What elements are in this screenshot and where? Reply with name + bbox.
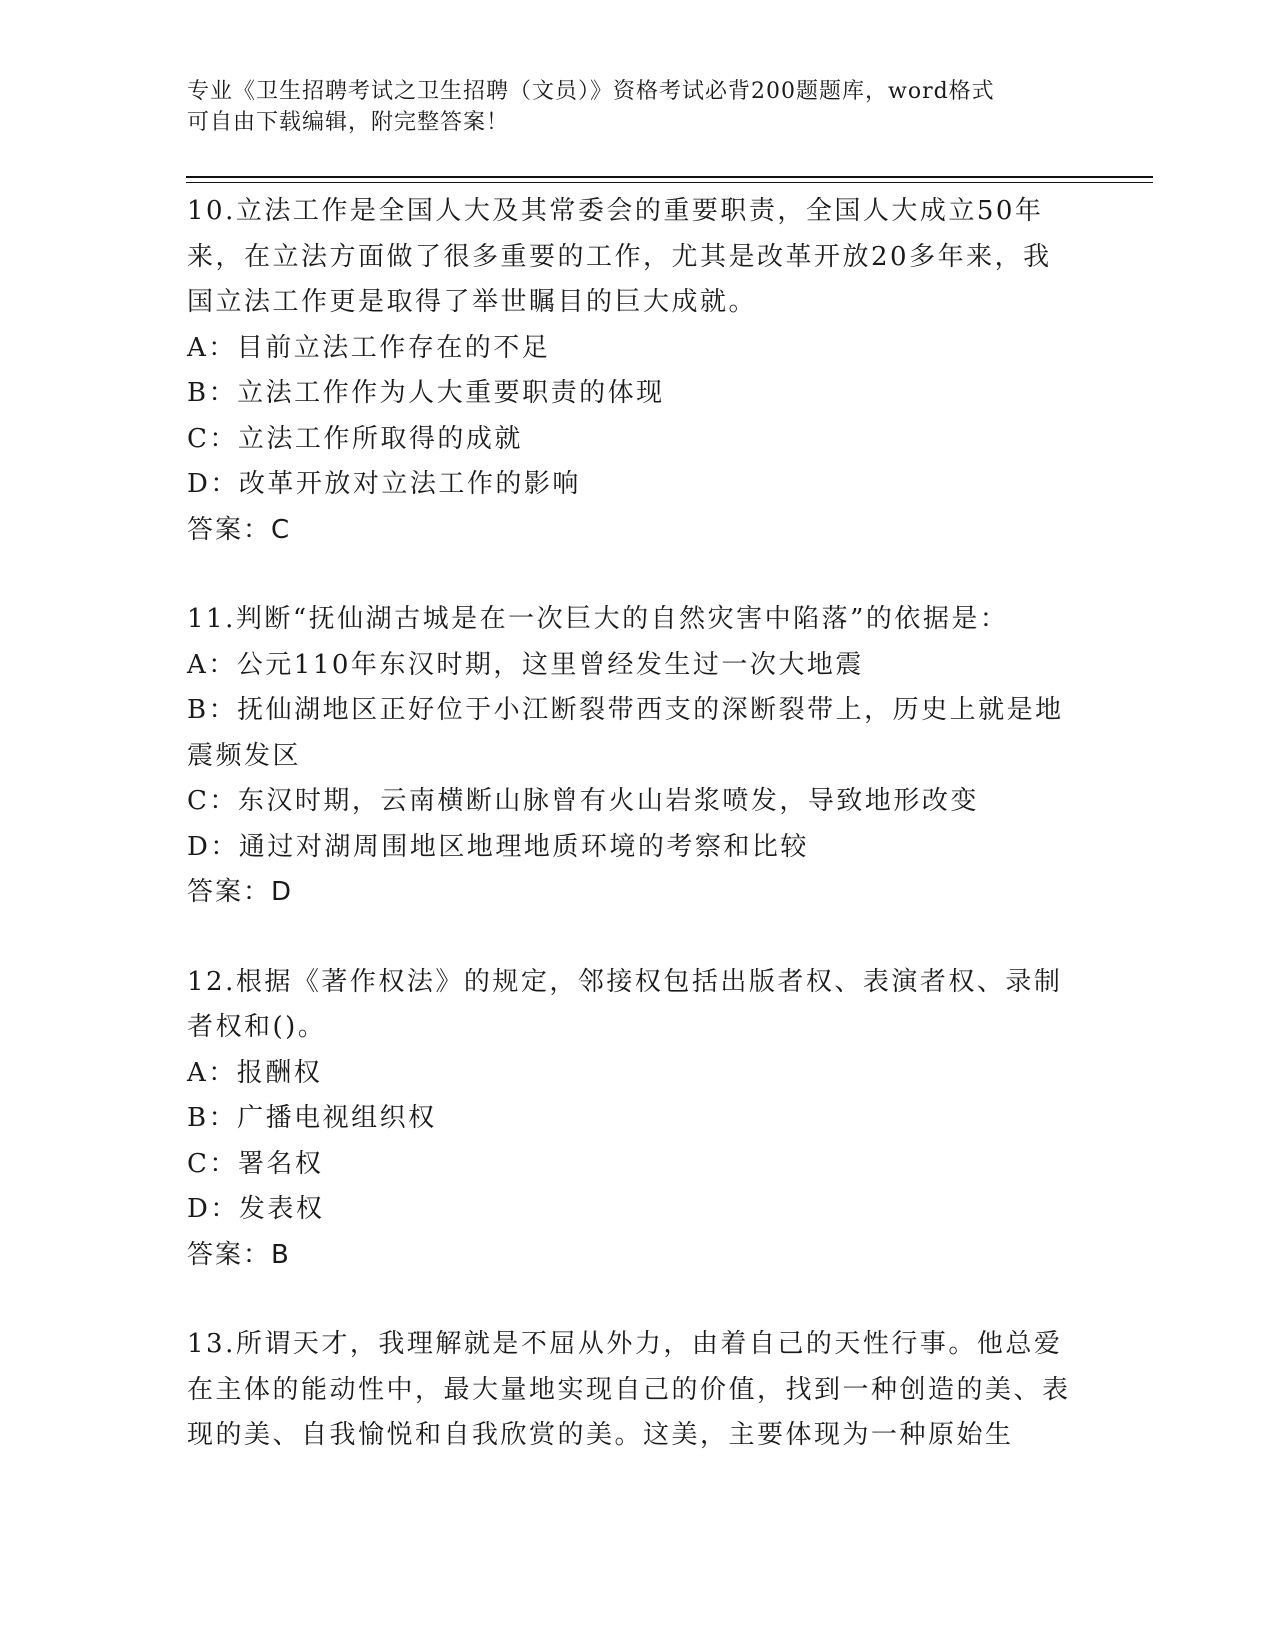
answer-line: 答案：B	[187, 1239, 291, 1270]
header-divider-thick	[186, 176, 1153, 178]
question-list	[187, 189, 1077, 1459]
header-line-1: 专业《卫生招聘考试之卫生招聘（文员）》资格考试必背200题题库，word格式	[187, 79, 995, 104]
question-13	[187, 1322, 1077, 1459]
question-stem: 13.所谓天才，我理解就是不屈从外力，由着自己的天性行事。他总爱在主体的能动性中，最大量地实现自己的价值，找到一种创造的美、表现的美、自我愉悦和自我欣赏的美。这美，主要体现为一种原始生	[187, 1329, 1071, 1450]
document-header	[187, 76, 1087, 138]
question-10	[187, 189, 1077, 553]
option-d: D：发表权	[187, 1194, 325, 1224]
option-c: C：东汉时期，云南横断山脉曾有火山岩浆喷发，导致地形改变	[187, 786, 979, 816]
option-a: A：报酬权	[187, 1057, 323, 1088]
question-11	[187, 597, 1077, 916]
option-a: A：目前立法工作存在的不足	[187, 332, 551, 363]
header-line-2: 可自由下载编辑，附完整答案！	[187, 110, 510, 135]
answer-line: 答案：D	[187, 877, 294, 907]
option-c: C：立法工作所取得的成就	[187, 423, 523, 454]
option-d: D：改革开放对立法工作的影响	[187, 469, 581, 499]
answer-line: 答案：C	[187, 514, 292, 545]
option-b: B：广播电视组织权	[187, 1103, 437, 1133]
question-stem: 10.立法工作是全国人大及其常委会的重要职责，全国人大成立50年来，在立法方面做了很多重要的工作，尤其是改革开放20多年来，我国立法工作更是取得了举世瞩目的巨大成就。	[187, 196, 1052, 317]
option-c: C：署名权	[187, 1148, 324, 1179]
question-stem: 12.根据《著作权法》的规定，邻接权包括出版者权、表演者权、录制者权和()。	[187, 966, 1063, 1042]
question-stem: 11.判断“抚仙湖古城是在一次巨大的自然灾害中陷落”的依据是：	[187, 604, 1009, 634]
question-12	[187, 960, 1077, 1279]
option-a: A：公元110年东汉时期，这里曾经发生过一次大地震	[187, 649, 864, 680]
option-b: B：抚仙湖地区正好位于小江断裂带西支的深断裂带上，历史上就是地震频发区	[187, 695, 1064, 771]
option-d: D：通过对湖周围地区地理地质环境的考察和比较	[187, 831, 809, 862]
header-divider-thin	[186, 182, 1153, 183]
option-b: B：立法工作作为人大重要职责的体现	[187, 378, 665, 408]
